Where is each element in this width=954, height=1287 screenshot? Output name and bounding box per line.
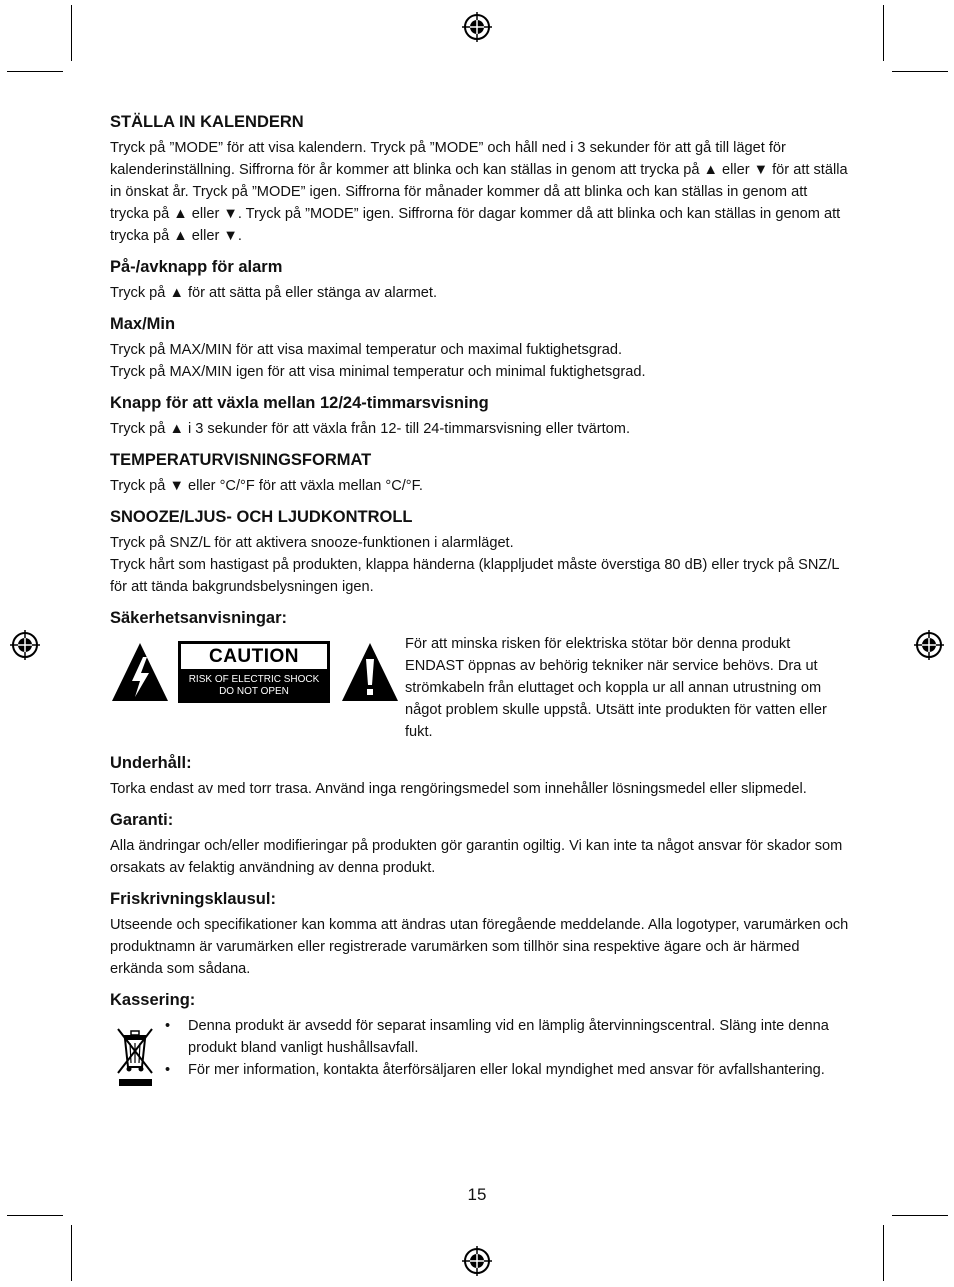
section-snooze: [110, 507, 850, 598]
registration-mark-icon: [914, 630, 944, 660]
section-heading: Underhåll:: [110, 754, 192, 772]
section-heading: SNOOZE/LJUS- OCH LJUDKONTROLL: [110, 508, 413, 526]
section-heading: Friskrivningsklausul:: [110, 890, 276, 908]
page-number: 15: [467, 1185, 487, 1204]
crop-mark: [883, 5, 884, 61]
section-text: Tryck på MAX/MIN igen för att visa minimal temperatur och minimal fuktighetsgrad.: [110, 364, 646, 380]
caution-subtext: [178, 674, 330, 698]
crop-mark: [71, 5, 72, 61]
crop-mark: [71, 1225, 72, 1281]
caution-subtext-line: RISK OF ELECTRIC SHOCK: [188, 674, 320, 685]
section-text: Tryck på MAX/MIN för att visa maximal temperatur och maximal fuktighetsgrad.: [110, 342, 623, 358]
section-maxmin: [110, 314, 850, 383]
safety-text: För att minska risken för elektriska stötar bör denna produkt ENDAST öppnas av behörig tekniker när service behövs. Dra ut strömkabeln från eluttaget och koppla ur all annan utrustning om något problem skulle uppstå. Utsätt inte produkten för vatten eller fukt.: [405, 636, 827, 740]
section-text: Tryck på ▲ för att sätta på eller stänga av alarmet.: [110, 285, 437, 301]
section-heading: STÄLLA IN KALENDERN: [110, 113, 304, 131]
caution-label: [178, 641, 330, 703]
list-item-text: För mer information, kontakta återförsäljaren eller lokal myndighet med ansvar för avfallshantering.: [188, 1062, 825, 1078]
section-text: Tryck på ”MODE” för att visa kalendern. Tryck på ”MODE” och håll ned i 3 sekunder för att gå till läget för kalenderinställning. Siffrorna för år kommer att blinka och kan ställas in genom att trycka på ▲ eller ▼ för att ställa in önskat år. Tryck på ”MODE” igen. Siffrorna för månader kommer då att blinka och kan ställas in genom att trycka på ▲ eller ▼. Tryck på ”MODE” igen. Siffrorna för dagar kommer då att blinka och kan ställas in genom att trycka på ▲ eller ▼.: [110, 140, 848, 244]
registration-mark-icon: [10, 630, 40, 660]
list-item: [165, 1015, 850, 1059]
disposal-list: [165, 1015, 850, 1081]
section-disposal: [110, 990, 850, 1087]
section-temperature-format: [110, 450, 850, 497]
electric-shock-warning-icon: [110, 641, 170, 703]
crop-mark: [7, 1215, 63, 1216]
bullet: •: [165, 1062, 171, 1078]
section-12-24h: [110, 393, 850, 440]
section-text: Torka endast av med torr trasa. Använd inga rengöringsmedel som innehåller lösningsmedel eller slipmedel.: [110, 781, 807, 797]
section-text: Tryck hårt som hastigast på produkten, klappa händerna (klappljudet måste överstiga 80 dB) eller tryck på SNZ/L för att tända bakgrundsbelysningen igen.: [110, 557, 839, 595]
section-heading: Garanti:: [110, 811, 174, 829]
crop-mark: [892, 1215, 948, 1216]
section-disclaimer: [110, 889, 850, 980]
section-heading: Max/Min: [110, 315, 176, 333]
caution-subtext-line: DO NOT OPEN: [219, 686, 289, 697]
registration-mark-icon: [462, 1246, 492, 1276]
registration-mark-icon: [462, 12, 492, 42]
list-item-text: Denna produkt är avsedd för separat insamling vid en lämplig återvinningscentral. Släng inte denna produkt bland vanligt hushållsavfall.: [188, 1018, 829, 1056]
section-warranty: [110, 810, 850, 879]
section-text: Tryck på ▼ eller °C/°F för att växla mellan °C/°F.: [110, 478, 423, 494]
section-maintenance: [110, 753, 850, 800]
exclamation-warning-icon: [340, 641, 400, 703]
section-text: Utseende och specifikationer kan komma att ändras utan föregående meddelande. Alla logotyper, varumärken och produktnamn är varumärken eller registrerade varumärken som tillhör sina respektive ägare och är härmed erkända som sådana.: [110, 917, 849, 977]
section-text: Alla ändringar och/eller modifieringar på produkten gör garantin ogiltig. Vi kan inte ta något ansvar för skador som orsakats av felaktig användning av denna produkt.: [110, 838, 843, 876]
section-calendar: [110, 112, 850, 247]
list-item: [165, 1059, 850, 1081]
crop-mark: [7, 71, 63, 72]
bullet: •: [165, 1018, 171, 1034]
page-content: [110, 112, 850, 1097]
section-text: Tryck på ▲ i 3 sekunder för att växla från 12- till 24-timmarsvisning eller tvärtom.: [110, 421, 630, 437]
section-text: Tryck på SNZ/L för att aktivera snooze-funktionen i alarmläget.: [110, 535, 514, 551]
section-heading: Knapp för att växla mellan 12/24-timmarsvisning: [110, 394, 489, 412]
safety-icons: [110, 633, 405, 703]
crop-mark: [883, 1225, 884, 1281]
section-alarm: [110, 257, 850, 304]
caution-title: CAUTION: [181, 644, 327, 669]
crop-mark: [892, 71, 948, 72]
section-heading: Kassering:: [110, 991, 196, 1009]
section-safety: [110, 608, 850, 743]
weee-crossed-bin-icon: [110, 1015, 160, 1087]
section-heading: TEMPERATURVISNINGSFORMAT: [110, 451, 372, 469]
section-heading: Säkerhetsanvisningar:: [110, 609, 287, 627]
section-heading: På-/avknapp för alarm: [110, 258, 283, 276]
